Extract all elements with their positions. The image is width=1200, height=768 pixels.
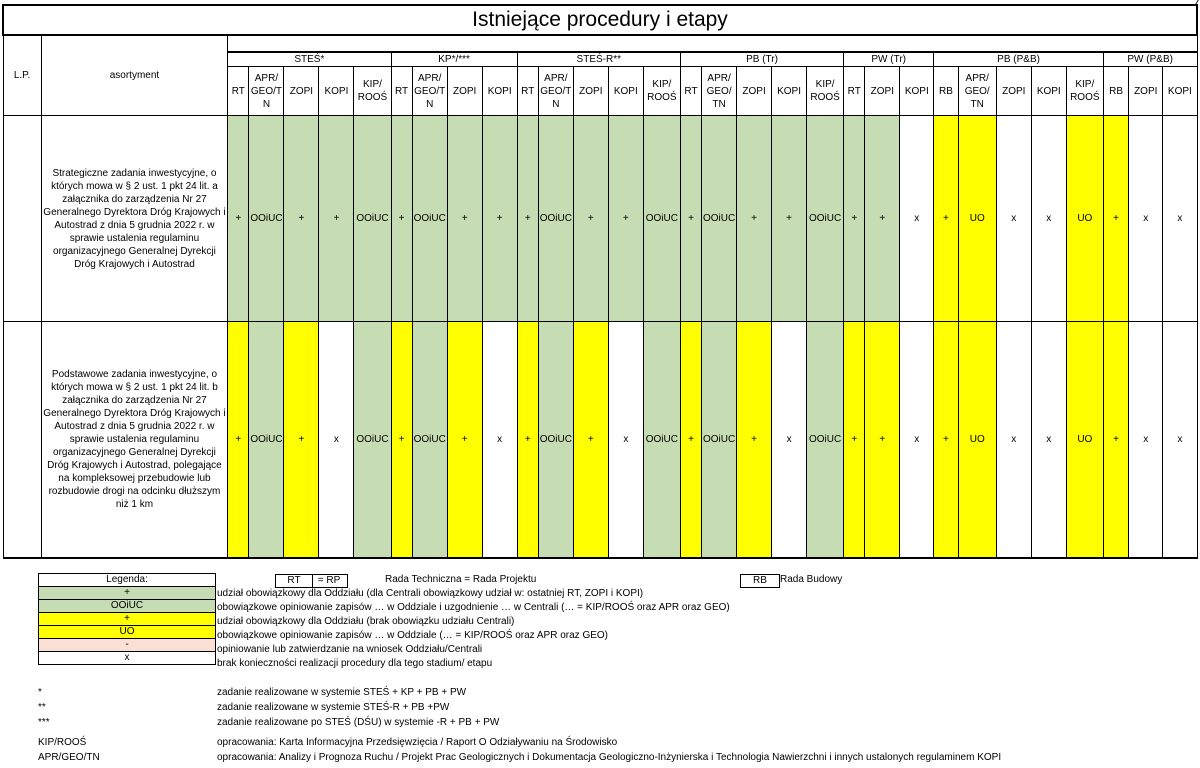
group-header-stes-r: STEŚ-R** — [517, 52, 680, 67]
sub-header: KOPI — [482, 67, 517, 116]
row-description: Strategiczne zadania inwestycyjne, o których mowa w § 2 ust. 1 pkt 24 lit. a załącznika do zarządzenia Nr 27 Generalnego Dyrektora Dróg Krajowych i Autostrad z dnia 5 grudnia 2022 r. w sprawie ustalenia regulaminu organizacyjnego Generalnej Dyrekcji Dróg Krajowych i Autostrad — [41, 116, 228, 322]
table-cell: + — [447, 116, 482, 322]
table-cell: + — [1103, 322, 1128, 559]
table-cell: OOiUC — [538, 116, 573, 322]
legend-key: UO — [39, 626, 216, 639]
table-cell: UO — [1066, 322, 1103, 559]
table-cell: OOiUC — [643, 116, 680, 322]
rb-key-box: RB — [740, 574, 780, 588]
table-cell: + — [482, 116, 517, 322]
sub-header: KIP/ ROOŚ — [643, 67, 680, 116]
sub-header: ZOPI — [573, 67, 608, 116]
table-cell: OOiUC — [702, 116, 737, 322]
table-cell: + — [284, 116, 319, 322]
rt-key-box: RT — [275, 574, 313, 588]
table-cell: + — [1103, 116, 1128, 322]
table-cell: + — [284, 322, 319, 559]
legend-key: OOiUC — [39, 600, 216, 613]
sub-header: KOPI — [900, 67, 934, 116]
table-cell: + — [737, 322, 772, 559]
table-cell: x — [319, 322, 354, 559]
rb-description: Rada Budowy — [780, 574, 843, 585]
rt-eq-box: = RP — [311, 574, 348, 588]
table-cell: + — [391, 322, 412, 559]
footnote-desc: opracowania: Analizy i Prognoza Ruchu / Projekt Prac Geologicznych i Dokumentacja Geologiczno-Inżynierska i Technologia Nawierzchni i innych ustalonych regulaminem KOPI — [217, 752, 1002, 763]
sub-header: RT — [680, 67, 701, 116]
table-cell: + — [844, 116, 865, 322]
header-asortyment: asortyment — [41, 35, 228, 116]
table-cell: + — [517, 322, 538, 559]
sub-header: ZOPI — [1129, 67, 1163, 116]
table-cell: OOiUC — [354, 322, 391, 559]
sub-header: RB — [934, 67, 958, 116]
page-title: Istniejące procedury i etapy — [3, 5, 1197, 35]
footnote-desc: zadanie realizowane po STEŚ (DŚU) w systemie -R + PB + PW — [217, 717, 500, 728]
legend-desc: opiniowanie lub zatwierdzanie na wniosek Oddziału/Centrali — [217, 644, 483, 655]
group-header-pb-tr: PB (Tr) — [680, 52, 843, 67]
legend-key: - — [39, 639, 216, 652]
table-cell: x — [482, 322, 517, 559]
footnote-key: ** — [38, 702, 46, 713]
legend-key: + — [39, 613, 216, 626]
legend-desc: obowiązkowe opiniowanie zapisów … w Oddziale (… = KIP/ROOŚ oraz APR oraz GEO) — [217, 630, 608, 641]
table-cell: OOiUC — [702, 322, 737, 559]
legend-table — [38, 573, 216, 665]
table-cell: + — [573, 322, 608, 559]
sub-header: APR/ GEO/T N — [412, 67, 447, 116]
sub-header: ZOPI — [737, 67, 772, 116]
table-cell: + — [772, 116, 807, 322]
table-cell: x — [1129, 116, 1163, 322]
sub-header: KIP/ ROOŚ — [1066, 67, 1103, 116]
header-spacer — [228, 35, 1197, 52]
table-cell: + — [228, 116, 249, 322]
row-lp — [3, 116, 41, 322]
sub-header: KIP/ ROOŚ — [807, 67, 844, 116]
table-cell: x — [1163, 116, 1197, 322]
table-cell: x — [900, 116, 934, 322]
table-cell: x — [1163, 322, 1197, 559]
footnote-key: KIP/ROOŚ — [38, 737, 87, 748]
footnote-key: * — [38, 687, 42, 698]
table-cell: x — [1031, 116, 1066, 322]
group-header-kp: KP*/*** — [391, 52, 517, 67]
table-cell: UO — [1066, 116, 1103, 322]
legend-key: + — [39, 587, 216, 600]
sub-header: RT — [391, 67, 412, 116]
table-cell: x — [608, 322, 643, 559]
legend-desc: brak konieczności realizacji procedury dla tego stadium/ etapu — [217, 658, 493, 669]
sub-header: KOPI — [1163, 67, 1197, 116]
sub-header: ZOPI — [865, 67, 900, 116]
table-cell: + — [680, 322, 701, 559]
sub-header: RT — [517, 67, 538, 116]
sub-header: RT — [844, 67, 865, 116]
table-row — [3, 116, 1197, 322]
table-cell: x — [996, 322, 1031, 559]
row-description: Podstawowe zadania inwestycyjne, o których mowa w § 2 ust. 1 pkt 24 lit. b załącznika do zarządzenia Nr 27 Generalnego Dyrektora Dróg Krajowych i Autostrad z dnia 5 grudnia 2022 r. w sprawie ustalenia regulaminu organizacyjnego Generalnej Dyrekcji Dróg Krajowych i Autostrad, polegające na kompleksowej przebudowie lub rozbudowie drogi na odcinku dłuższym niż 1 km — [41, 322, 228, 559]
table-cell: x — [996, 116, 1031, 322]
sub-header: KOPI — [1031, 67, 1066, 116]
table-cell: + — [319, 116, 354, 322]
table-cell: + — [934, 322, 958, 559]
footnote-key: APR/GEO/TN — [38, 752, 100, 763]
sub-header: APR/ GEO/T N — [249, 67, 284, 116]
table-cell: OOiUC — [249, 322, 284, 559]
sub-header: RT — [228, 67, 249, 116]
group-header-pw-tr: PW (Tr) — [844, 52, 934, 67]
table-row — [3, 322, 1197, 559]
sub-header: ZOPI — [284, 67, 319, 116]
sub-header: APR/ GEO/ TN — [958, 67, 996, 116]
rt-description: Rada Techniczna = Rada Projektu — [385, 574, 537, 585]
table-cell: OOiUC — [807, 322, 844, 559]
table-cell: + — [865, 322, 900, 559]
legend-key: x — [39, 652, 216, 665]
legend-desc: udział obowiązkowy dla Oddziału (brak obowiązku udziału Centrali) — [217, 616, 515, 627]
footnote-desc: zadanie realizowane w systemie STEŚ + KP + PB + PW — [217, 687, 467, 698]
table-cell: UO — [958, 116, 996, 322]
table-cell: OOiUC — [643, 322, 680, 559]
sub-header: APR/ GEO/T N — [538, 67, 573, 116]
table-cell: x — [900, 322, 934, 559]
sub-header: RB — [1103, 67, 1128, 116]
sub-header: KOPI — [772, 67, 807, 116]
table-cell: x — [1129, 322, 1163, 559]
sub-header: KOPI — [319, 67, 354, 116]
header-lp: L.P. — [3, 35, 41, 116]
table-cell: OOiUC — [412, 322, 447, 559]
sub-header: ZOPI — [447, 67, 482, 116]
group-header-pw-pb: PW (P&B) — [1103, 52, 1197, 67]
procedures-table — [2, 4, 1198, 559]
table-cell: + — [228, 322, 249, 559]
table-cell: OOiUC — [538, 322, 573, 559]
footnote-desc: zadanie realizowane w systemie STEŚ-R + PB +PW — [217, 702, 450, 713]
table-cell: + — [447, 322, 482, 559]
footnote-key: *** — [38, 717, 50, 728]
table-cell: OOiUC — [249, 116, 284, 322]
table-cell: + — [680, 116, 701, 322]
sub-header: ZOPI — [996, 67, 1031, 116]
table-cell: OOiUC — [354, 116, 391, 322]
table-cell: + — [737, 116, 772, 322]
row-lp — [3, 322, 41, 559]
sub-header: KOPI — [608, 67, 643, 116]
table-cell: + — [934, 116, 958, 322]
legend-header: Legenda: — [39, 574, 216, 587]
table-cell: x — [772, 322, 807, 559]
table-cell: OOiUC — [807, 116, 844, 322]
table-cell: UO — [958, 322, 996, 559]
table-cell: + — [517, 116, 538, 322]
legend-desc: udział obowiązkowy dla Oddziału (dla Centrali obowiązkowy udział w: ostatniej RT, ZOPI i KOPI) — [217, 588, 644, 599]
table-cell: + — [608, 116, 643, 322]
footnote-desc: opracowania: Karta Informacyjna Przedsięwzięcia / Raport O Odziaływaniu na Środowisko — [217, 737, 618, 748]
table-cell: + — [391, 116, 412, 322]
legend-desc: obowiązkowe opiniowanie zapisów … w Oddziale i uzgodnienie … w Centrali (… = KIP/ROOŚ oraz APR oraz GEO) — [217, 602, 730, 613]
group-header-pb-pb: PB (P&B) — [934, 52, 1104, 67]
group-header-stes: STEŚ* — [228, 52, 391, 67]
table-cell: + — [844, 322, 865, 559]
sub-header: KIP/ ROOŚ — [354, 67, 391, 116]
table-cell: OOiUC — [412, 116, 447, 322]
table-cell: + — [573, 116, 608, 322]
table-cell: + — [865, 116, 900, 322]
sub-header: APR/ GEO/ TN — [702, 67, 737, 116]
table-cell: x — [1031, 322, 1066, 559]
